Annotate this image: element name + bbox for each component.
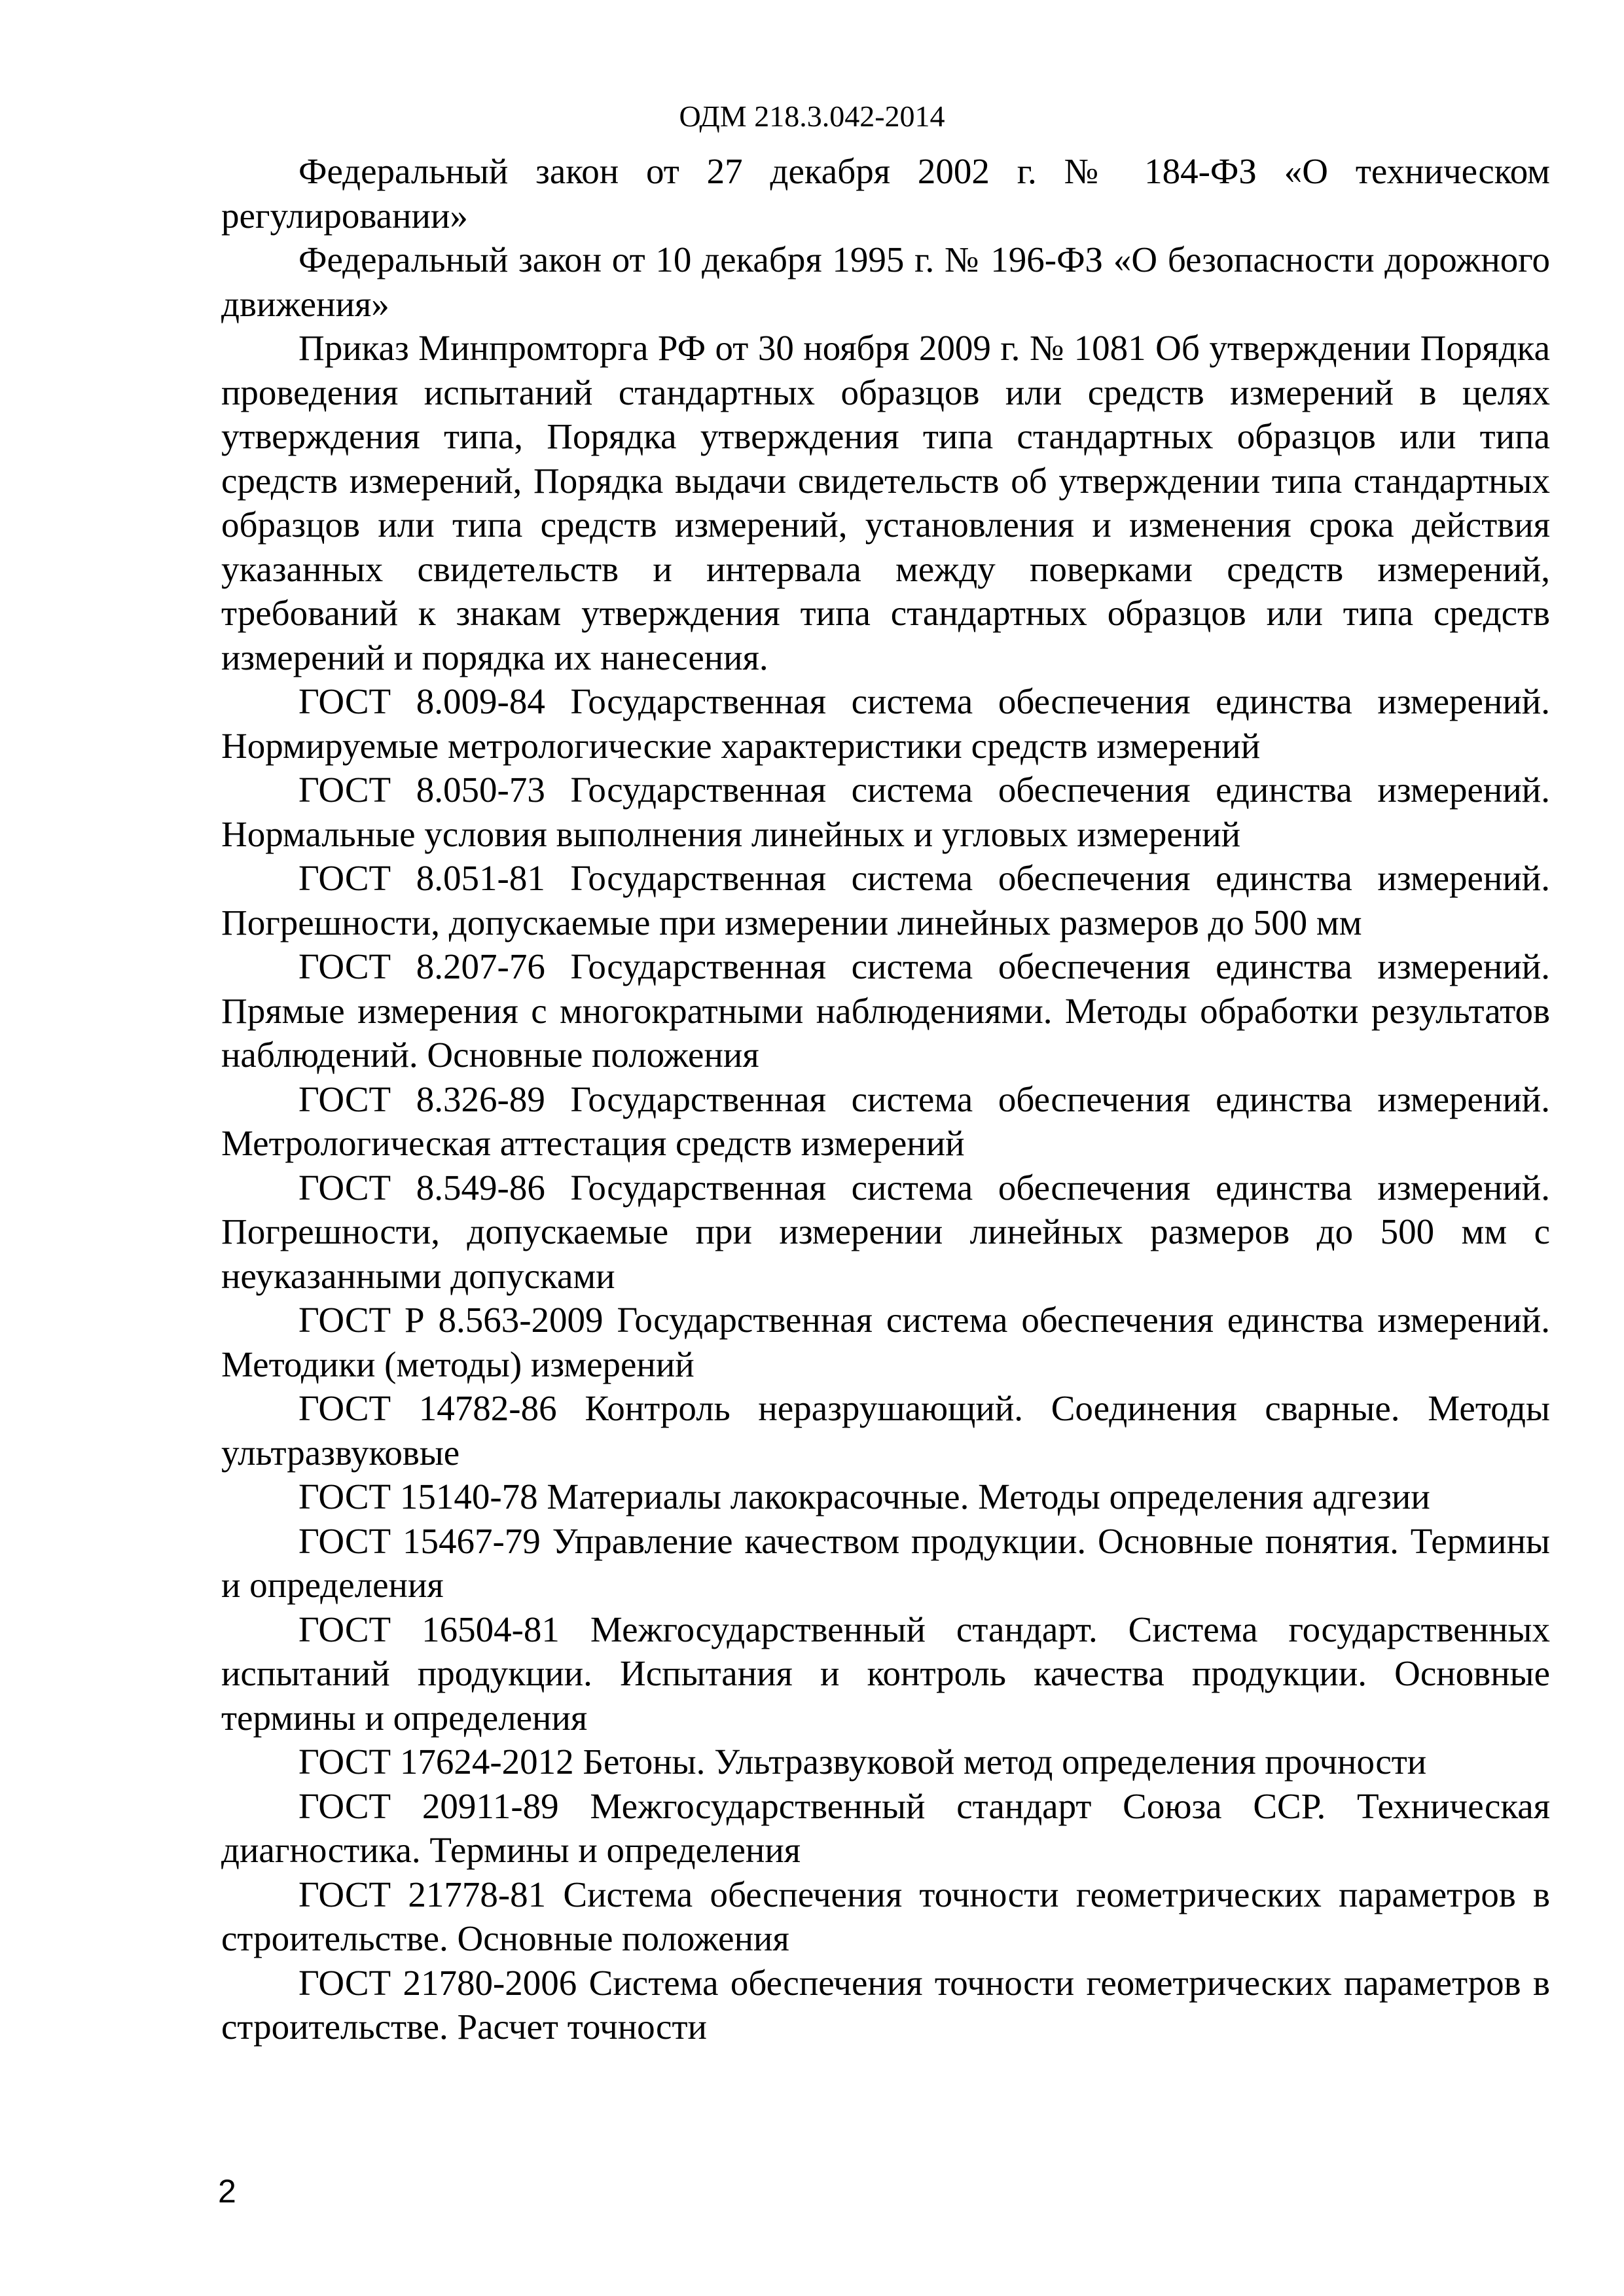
reference-entry: Федеральный закон от 10 декабря 1995 г. № 196-ФЗ «О безопасности дорожного движения» bbox=[221, 240, 1550, 324]
reference-entry: ГОСТ 15140-78 Материалы лакокрасочные. Методы определения адгезии bbox=[298, 1477, 1430, 1516]
reference-entry: ГОСТ 8.207-76 Государственная система обеспечения единства измерений. Прямые измерения с многократными наблюдениями. Методы обработки результатов наблюдений. Основные положения bbox=[221, 946, 1550, 1075]
reference-entry: ГОСТ 14782-86 Контроль неразрушающий. Соединения сварные. Методы ультразвуковые bbox=[221, 1388, 1550, 1473]
reference-entry: ГОСТ 8.326-89 Государственная система обеспечения единства измерений. Метрологическая аттестация средств измерений bbox=[221, 1079, 1550, 1163]
document-code-header: ОДМ 218.3.042-2014 bbox=[679, 99, 945, 133]
reference-entry: ГОСТ 15467-79 Управление качеством продукции. Основные понятия. Термины и определения bbox=[221, 1520, 1550, 1605]
reference-entry: ГОСТ 16504-81 Межгосударственный стандарт. Система государственных испытаний продукции. Испытания и контроль качества продукции. Основные термины и определения bbox=[221, 1609, 1550, 1738]
reference-entry: ГОСТ 21778-81 Система обеспечения точности геометрических параметров в строительстве. Основные положения bbox=[221, 1874, 1550, 1958]
reference-entry: ГОСТ 8.549-86 Государственная система обеспечения единства измерений. Погрешности, допускаемые при измерении линейных размеров до 500 мм с неуказанными допусками bbox=[221, 1167, 1550, 1296]
reference-entry: ГОСТ 17624-2012 Бетоны. Ультразвуковой метод определения прочности bbox=[298, 1742, 1427, 1782]
reference-entry: ГОСТ 8.009-84 Государственная система обеспечения единства измерений. Нормируемые метрологические характеристики средств измерений bbox=[221, 681, 1550, 766]
page-number: 2 bbox=[218, 2173, 236, 2210]
reference-entry: Федеральный закон от 27 декабря 2002 г. № 184-ФЗ «О техническом регулировании» bbox=[221, 151, 1550, 236]
reference-entry: ГОСТ 8.051-81 Государственная система обеспечения единства измерений. Погрешности, допускаемые при измерении линейных размеров до 500 мм bbox=[221, 858, 1550, 942]
reference-entry: ГОСТ Р 8.563-2009 Государственная система обеспечения единства измерений. Методики (методы) измерений bbox=[221, 1300, 1550, 1384]
reference-entry: ГОСТ 20911-89 Межгосударственный стандарт Союза ССР. Техническая диагностика. Термины и определения bbox=[221, 1785, 1550, 1870]
reference-entry: Приказ Минпромторга РФ от 30 ноября 2009 г. № 1081 Об утверждении Порядка проведения испытаний стандартных образцов или средств измерений в целях утверждения типа, Порядка утверждения типа стандартных образцов или типа средств измерений, Порядка выдачи свидетельств об утверждении типа стандартных образцов или типа средств измерений, установления и изменения срока действия указанных свидетельств и интервала между поверками средств измерений, требований к знакам утверждения типа стандартных образцов или типа средств измерений и порядка их нанесения. bbox=[221, 328, 1550, 677]
reference-entry: ГОСТ 8.050-73 Государственная система обеспечения единства измерений. Нормальные условия выполнения линейных и угловых измерений bbox=[221, 770, 1550, 854]
references-list bbox=[221, 149, 1550, 2049]
reference-entry: ГОСТ 21780-2006 Система обеспечения точности геометрических параметров в строительстве. Расчет точности bbox=[221, 1962, 1550, 2047]
